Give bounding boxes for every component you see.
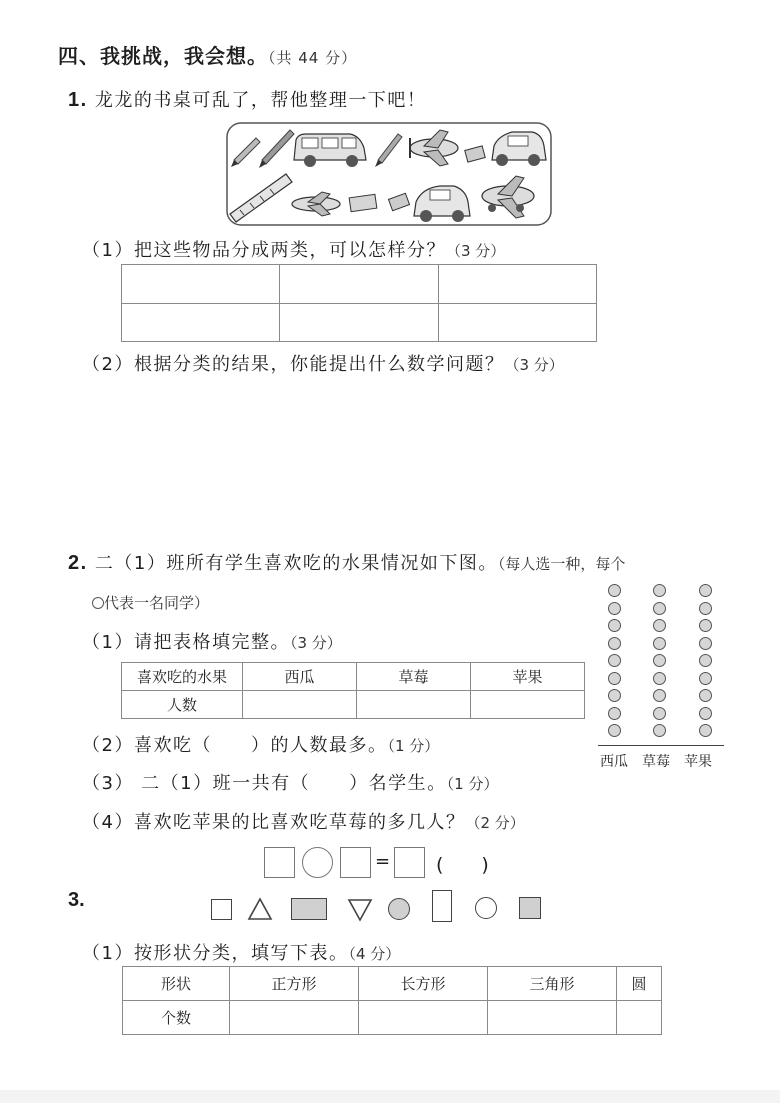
pictograph-circle (608, 637, 621, 650)
q2-sub3 (82, 769, 498, 795)
pictograph-circle (608, 689, 621, 702)
shape-count-cell[interactable] (617, 1001, 662, 1035)
answer-cell[interactable] (280, 303, 438, 342)
shape-count-table (122, 966, 662, 1035)
pictograph-label-watermelon: 西瓜 (600, 754, 628, 770)
q2-sub2-points: （1 分） (387, 737, 440, 755)
shape-count-cell[interactable] (230, 1001, 359, 1035)
pictograph-circle (699, 707, 712, 720)
pictograph-circle (653, 707, 666, 720)
pictograph-circle (653, 654, 666, 667)
answer-cell[interactable] (280, 265, 438, 304)
pictograph-column-watermelon (604, 584, 624, 742)
q2-sub4-points: （2 分） (465, 814, 525, 832)
pictograph-circle (699, 654, 712, 667)
shape-table-header: 正方形 (230, 967, 359, 1001)
pictograph-circle (608, 584, 621, 597)
q1-number: 1. (68, 89, 88, 111)
shape-table-header: 形状 (123, 967, 230, 1001)
pictograph-circle (653, 672, 666, 685)
q2-stem (68, 549, 625, 575)
pictograph-circle (608, 707, 621, 720)
q2-sub2-label: （2） (82, 735, 134, 756)
fruit-table (121, 662, 585, 719)
pictograph-circle (608, 619, 621, 632)
section-title (58, 40, 357, 69)
q1-sub2-points: （3 分） (504, 356, 564, 374)
q1-sub2-text: 根据分类的结果，你能提出什么数学问题？ (133, 354, 505, 375)
q1-stem (68, 86, 426, 112)
pictograph-circle (608, 602, 621, 615)
q2-sub2-text: 喜欢吃（ ）的人数最多。 (133, 735, 388, 756)
pictograph-circle (608, 724, 621, 737)
equation-row (264, 847, 514, 879)
fruit-table-header: 西瓜 (243, 663, 357, 691)
q2-note2 (92, 592, 209, 613)
pictograph-circle (699, 724, 712, 737)
q2-sub3-label: （3） (82, 773, 134, 794)
shape-table-header: 长方形 (359, 967, 488, 1001)
equation-box[interactable] (340, 847, 371, 878)
triangle-shape (247, 897, 273, 921)
rectangle-shape (291, 898, 327, 920)
pictograph-circle (653, 602, 666, 615)
fruit-table-header: 喜欢吃的水果 (122, 663, 243, 691)
pictograph-column-apple (695, 584, 715, 742)
shape-count-cell[interactable] (488, 1001, 617, 1035)
fruit-table-header: 草莓 (357, 663, 471, 691)
pictograph-circle (699, 637, 712, 650)
shape-table-row-label: 个数 (123, 1001, 230, 1035)
pictograph-circle (699, 689, 712, 702)
page-bottom-edge (0, 1090, 780, 1103)
inverted-triangle-shape (347, 898, 373, 922)
shape-table-header: 圆 (617, 967, 662, 1001)
q3-sub1-text: 按形状分类，填写下表。 (133, 943, 349, 964)
pictograph-circle (699, 672, 712, 685)
q2-sub3-points: （1 分） (446, 775, 499, 793)
desk-items-illustration (226, 122, 552, 226)
equation-box[interactable] (264, 847, 295, 878)
pictograph-circle (699, 584, 712, 597)
fruit-table-row-label: 人数 (122, 691, 243, 719)
pictograph-circle (653, 637, 666, 650)
fruit-count-cell[interactable] (243, 691, 357, 719)
q2-sub4-text: 喜欢吃苹果的比喜欢吃草莓的多几人？ (133, 812, 466, 833)
pictograph-circle (653, 689, 666, 702)
equation-operator-circle[interactable] (302, 847, 333, 878)
q2-sub1-label: （1） (82, 632, 134, 653)
square-shape (211, 899, 232, 920)
pictograph-circle (699, 602, 712, 615)
q2-sub1-text: 请把表格填完整。 (133, 632, 290, 653)
q2-note2-text: 代表一名同学） (104, 594, 210, 612)
q1-answer-table (121, 264, 597, 342)
equation-box[interactable] (394, 847, 425, 878)
equals-sign: = (375, 851, 391, 872)
answer-cell[interactable] (438, 265, 596, 304)
q3-number (68, 889, 85, 912)
q2-sub2 (82, 731, 439, 757)
pictograph-circle (699, 619, 712, 632)
pictograph-label-apple: 苹果 (684, 754, 712, 770)
circle-shape (475, 897, 497, 919)
pictograph-circle (653, 584, 666, 597)
q1-sub1-text: 把这些物品分成两类，可以怎样分？ (133, 240, 446, 261)
shape-table-header: 三角形 (488, 967, 617, 1001)
q1-sub1-label: （1） (82, 240, 134, 261)
q2-stem-text: 二（1）班所有学生喜欢吃的水果情况如下图。 (94, 553, 498, 574)
pictograph-circle (653, 619, 666, 632)
pictograph-column-strawberry (649, 584, 669, 742)
fruit-pictograph (594, 580, 724, 775)
fruit-table-header: 苹果 (471, 663, 585, 691)
section-points: （共 44 分） (268, 49, 358, 67)
q1-sub1-points: （3 分） (445, 242, 506, 260)
q3-sub1-points: （4 分） (348, 945, 401, 963)
shapes-row (205, 890, 555, 926)
pictograph-label-strawberry: 草莓 (642, 754, 670, 770)
q3-number-text: 3. (68, 889, 85, 911)
pictograph-circle (608, 654, 621, 667)
q2-sub1-points: （3 分） (289, 634, 342, 652)
q2-sub4-label: （4） (82, 812, 134, 833)
q3-sub1-label: （1） (82, 943, 134, 964)
pictograph-circle (653, 724, 666, 737)
q2-note1: （每人选一种，每个 (497, 555, 626, 573)
answer-cell[interactable] (122, 303, 280, 342)
unit-paren: ( ) (436, 854, 489, 876)
circle-shape (388, 898, 410, 920)
shape-count-cell[interactable] (359, 1001, 488, 1035)
q2-sub3-text: 二（1）班一共有（ ）名学生。 (133, 773, 447, 794)
fruit-count-cell[interactable] (357, 691, 471, 719)
fruit-count-cell[interactable] (471, 691, 585, 719)
pictograph-baseline (598, 745, 724, 746)
q1-sub2 (82, 350, 564, 376)
q2-sub1 (82, 628, 342, 654)
answer-cell[interactable] (122, 265, 280, 304)
square-shape (519, 897, 541, 919)
q1-stem-text: 龙龙的书桌可乱了，帮他整理一下吧！ (94, 90, 427, 111)
tall-rectangle-shape (432, 890, 452, 922)
pictograph-circle (608, 672, 621, 685)
q1-sub1 (82, 236, 505, 262)
q2-sub4 (82, 808, 525, 834)
q1-sub2-label: （2） (82, 354, 134, 375)
section-title-text: 四、我挑战，我会想。 (58, 44, 268, 68)
answer-cell[interactable] (438, 303, 596, 342)
q2-number: 2. (68, 552, 88, 574)
eraser-icon (349, 194, 377, 211)
circle-symbol-icon (92, 597, 104, 609)
q3-sub1 (82, 939, 400, 965)
